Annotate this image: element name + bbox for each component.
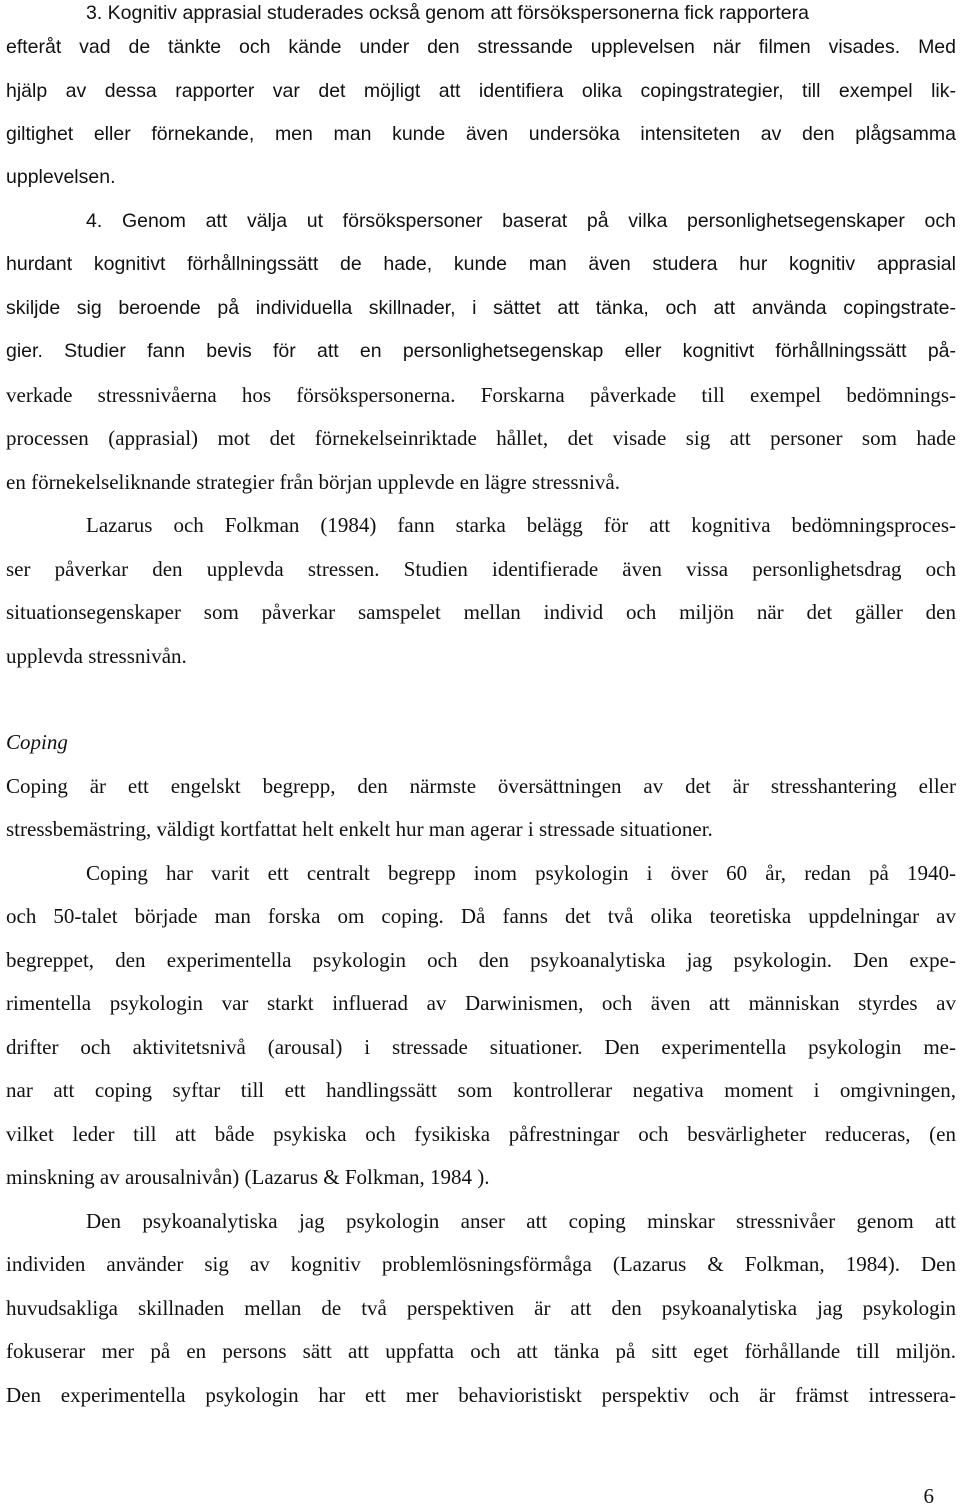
text-line: en förnekelseliknande strategier från början upplevde en lägre stressnivå.	[6, 470, 621, 494]
text-line: situationsegenskaper som påverkar samspelet mellan individ och miljön när det gäller den	[6, 600, 956, 624]
text-line: giltighet eller förnekande, men man kunde även undersöka intensiteten av den plågsamma	[6, 123, 956, 145]
text-line: Den experimentella psykologin har ett mer behavioristiskt perspektiv och är främst intressera-	[6, 1383, 956, 1407]
text-line: och 50-talet började man forska om coping. Då fanns det två olika teoretiska uppdelningar av	[6, 904, 956, 928]
text-line: Coping har varit ett centralt begrepp inom psykologin i över 60 år, redan på 1940-	[86, 861, 956, 885]
text-line: upplevda stressnivån.	[6, 644, 187, 668]
text-line: verkade stressnivåerna hos försökspersonerna. Forskarna påverkade till exempel bedömnings-	[6, 383, 956, 407]
text-line: hurdant kognitivt förhållningssätt de hade, kunde man även studera hur kognitiv apprasial	[6, 253, 956, 275]
section-heading-coping: Coping	[6, 730, 68, 754]
text-line: huvudsakliga skillnaden mellan de två perspektiven är att den psykoanalytiska jag psykologin	[6, 1296, 956, 1320]
text-line: processen (apprasial) mot det förnekelseinriktade hållet, det visade sig att personer som hade	[6, 426, 956, 450]
text-line: vilket leder till att både psykiska och fysikiska påfrestningar och besvärligheter reduceras, (en	[6, 1122, 956, 1146]
text-line: ser påverkar den upplevda stressen. Studien identifierade även vissa personlighetsdrag och	[6, 557, 956, 581]
text-line: nar att coping syftar till ett handlingssätt som kontrollerar negativa moment i omgivningen,	[6, 1078, 956, 1102]
text-line: drifter och aktivitetsnivå (arousal) i stressade situationer. Den experimentella psykologin me-	[6, 1035, 956, 1059]
text-line: stressbemästring, väldigt kortfattat helt enkelt hur man agerar i stressade situationer.	[6, 817, 713, 841]
text-line: Coping är ett engelskt begrepp, den närmste översättningen av det är stresshantering eller	[6, 774, 956, 798]
text-line: 3. Kognitiv apprasial studerades också genom att försökspersonerna fick rapportera	[86, 2, 809, 24]
text-line: skiljde sig beroende på individuella skillnader, i sättet att tänka, och att använda copingstrate-	[6, 297, 956, 319]
text-line: Den psykoanalytiska jag psykologin anser att coping minskar stressnivåer genom att	[86, 1209, 956, 1233]
page-number: 6	[923, 1484, 934, 1508]
text-line: minskning av arousalnivån) (Lazarus & Folkman, 1984 ).	[6, 1165, 490, 1189]
text-line: Lazarus och Folkman (1984) fann starka belägg för att kognitiva bedömningsproces-	[86, 513, 956, 537]
text-line: begreppet, den experimentella psykologin och den psykoanalytiska jag psykologin. Den expe-	[6, 948, 956, 972]
text-line: fokuserar mer på en persons sätt att uppfatta och att tänka på sitt eget förhållande till miljön.	[6, 1339, 956, 1363]
text-line: upplevelsen.	[6, 166, 116, 188]
text-line: rimentella psykologin var starkt influerad av Darwinismen, och även att människan styrdes av	[6, 991, 956, 1015]
text-line: individen använder sig av kognitiv problemlösningsförmåga (Lazarus & Folkman, 1984). Den	[6, 1252, 956, 1276]
text-line: efteråt vad de tänkte och kände under den stressande upplevelsen när filmen visades. Med	[6, 36, 956, 58]
text-line: gier. Studier fann bevis för att en personlighetsegenskap eller kognitivt förhållningssätt på-	[6, 340, 956, 362]
text-line: hjälp av dessa rapporter var det möjligt att identifiera olika copingstrategier, till exempel lik-	[6, 80, 956, 102]
text-line: 4. Genom att välja ut försökspersoner baserat på vilka personlighetsegenskaper och	[86, 210, 956, 232]
